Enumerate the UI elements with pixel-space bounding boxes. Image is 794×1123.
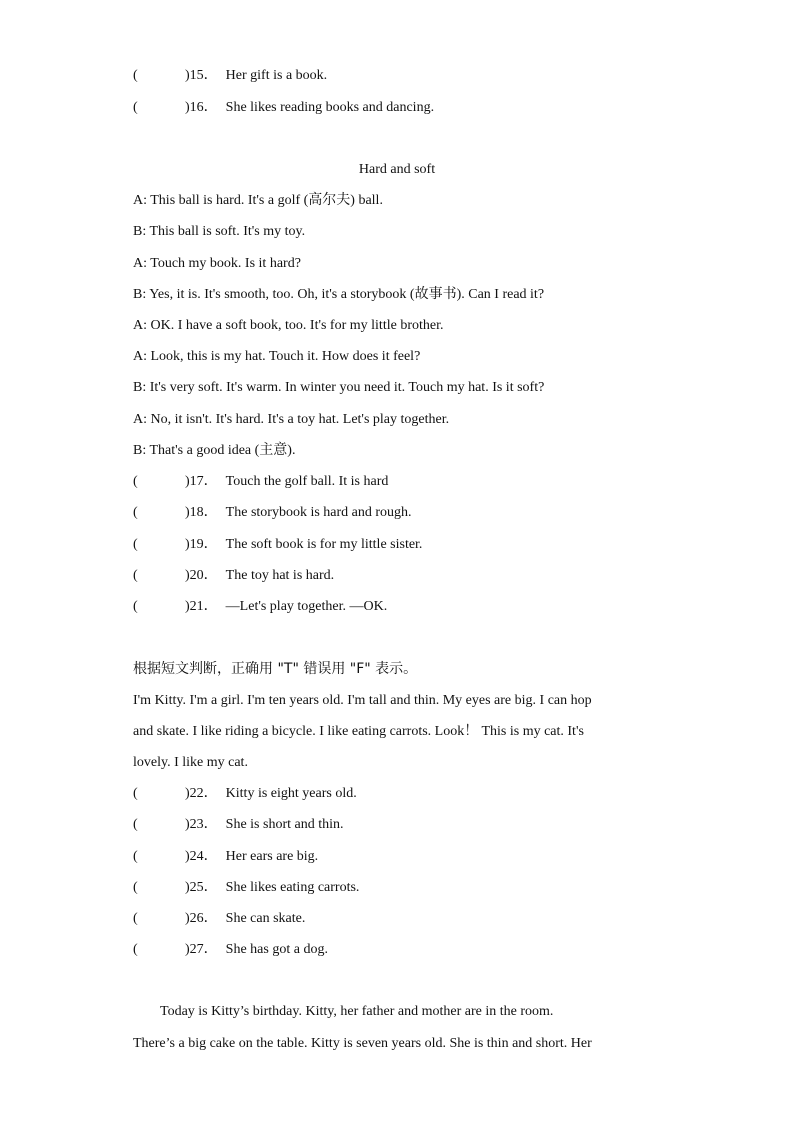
dialogue-line: A: OK. I have a soft book, too. It's for my little brother. bbox=[133, 318, 444, 333]
dialogue-line: A: No, it isn't. It's hard. It's a toy hat. Let's play together. bbox=[133, 412, 450, 427]
question-17: ( )17． Touch the golf ball. It is hard bbox=[133, 474, 389, 489]
passage-line: Today is Kitty’s birthday. Kitty, her father and mother are in the room. bbox=[160, 1004, 554, 1019]
dialogue-line: A: Touch my book. Is it hard? bbox=[133, 256, 301, 271]
passage-line: There’s a big cake on the table. Kitty is seven years old. She is thin and short. Her bbox=[133, 1036, 592, 1051]
question-19: ( )19． The soft book is for my little sister. bbox=[133, 537, 423, 552]
question-23: ( )23． She is short and thin. bbox=[133, 817, 344, 832]
question-16: ( )16． She likes reading books and dancing. bbox=[133, 100, 435, 115]
instruction-heading: 根据短文判断，正确用 "T" 错误用 "F" 表示。 bbox=[133, 661, 418, 677]
question-18: ( )18． The storybook is hard and rough. bbox=[133, 505, 412, 520]
dialogue-line: B: Yes, it is. It's smooth, too. Oh, it's a storybook (故事书). Can I read it? bbox=[133, 287, 545, 302]
question-27: ( )27． She has got a dog. bbox=[133, 942, 328, 957]
question-15: ( )15． Her gift is a book. bbox=[133, 68, 328, 83]
question-26: ( )26． She can skate. bbox=[133, 911, 306, 926]
dialogue-line: B: That's a good idea (主意). bbox=[133, 443, 296, 458]
dialogue-line: B: It's very soft. It's warm. In winter you need it. Touch my hat. Is it soft? bbox=[133, 380, 545, 395]
question-25: ( )25． She likes eating carrots. bbox=[133, 880, 360, 895]
passage-line: I'm Kitty. I'm a girl. I'm ten years old. I'm tall and thin. My eyes are big. I can hop bbox=[133, 693, 592, 708]
passage-line: and skate. I like riding a bicycle. I like eating carrots. Look！ This is my cat. It's bbox=[133, 724, 584, 739]
passage-title: Hard and soft bbox=[358, 162, 436, 177]
question-21: ( )21． —Let's play together. —OK. bbox=[133, 599, 388, 614]
dialogue-line: B: This ball is soft. It's my toy. bbox=[133, 224, 306, 239]
dialogue-line: A: Look, this is my hat. Touch it. How does it feel? bbox=[133, 349, 421, 364]
question-20: ( )20． The toy hat is hard. bbox=[133, 568, 335, 583]
dialogue-line: A: This ball is hard. It's a golf (高尔夫) ball. bbox=[133, 193, 383, 208]
question-22: ( )22． Kitty is eight years old. bbox=[133, 786, 357, 801]
passage-line: lovely. I like my cat. bbox=[133, 755, 248, 770]
question-24: ( )24． Her ears are big. bbox=[133, 849, 319, 864]
